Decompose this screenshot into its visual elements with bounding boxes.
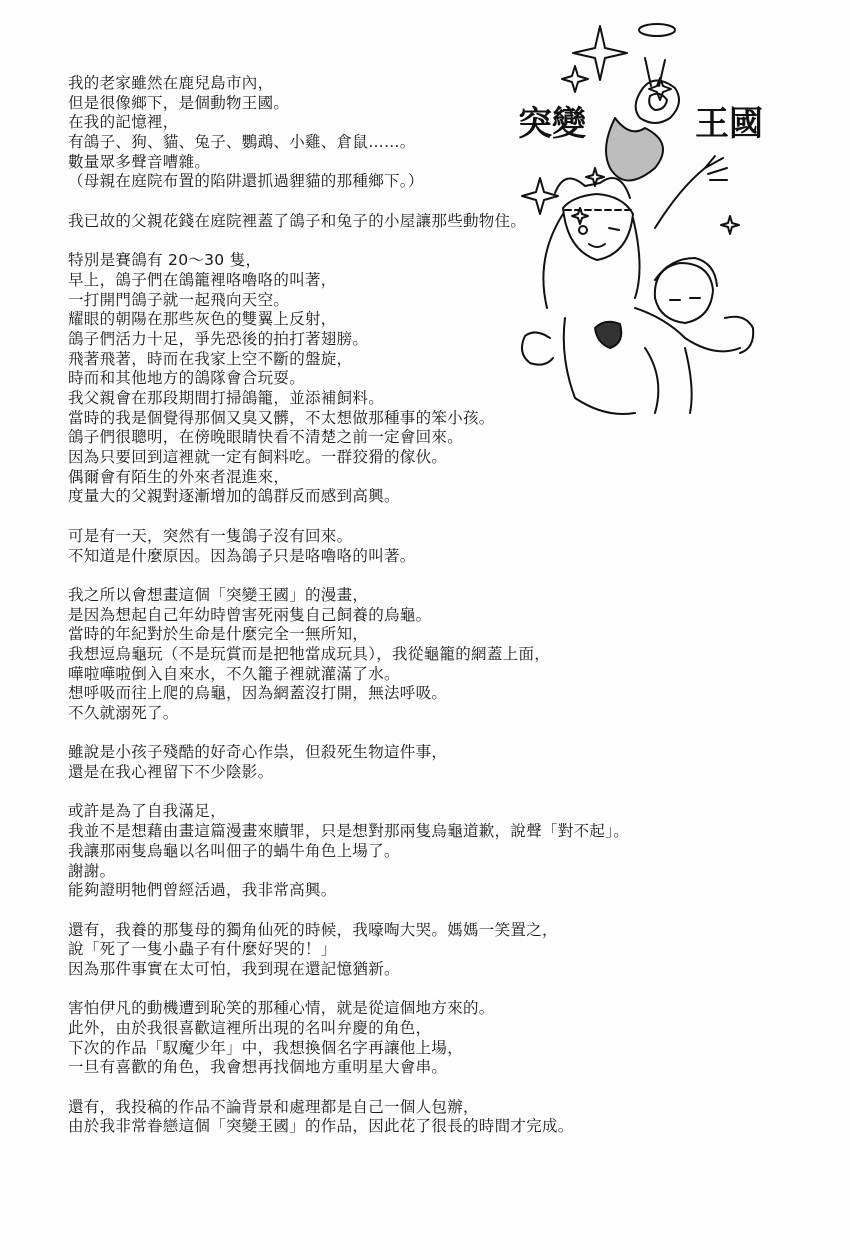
paragraph-8: [68, 921, 668, 980]
text-line: 雖說是小孩子殘酷的好奇心作祟，但殺死生物這件事，: [68, 743, 448, 762]
text-line: 我父親會在那段期間打掃鴿籠，並添補飼料。: [68, 389, 385, 407]
paragraph-2: [68, 212, 668, 232]
text-line: 但是很像鄉下，是個動物王國。: [68, 93, 290, 112]
sparkle-icon: [721, 216, 739, 234]
paragraph-7: [68, 802, 668, 900]
text-line: 當時的年紀對於生命是什麼完全一無所知，: [68, 625, 369, 644]
text-line: 數量眾多聲音嘈雜。: [68, 152, 211, 171]
text-line: 可是有一天，突然有一隻鴿子沒有回來。: [68, 526, 353, 545]
text-line: 時而和其他地方的鴿隊會合玩耍。: [68, 369, 306, 388]
text-line: 我並不是想藉由畫這篇漫畫來贖罪，只是想對那兩隻烏龜道歉，說聲「對不起」。: [68, 822, 630, 841]
text-line: 在我的記憶裡，: [68, 113, 179, 132]
text-line: 我的老家雖然在鹿兒島市內，: [68, 74, 274, 92]
text-line: 此外，由於我很喜歡這裡所出現的名叫弁慶的角色，: [68, 1019, 432, 1037]
text-line: 耀眼的朝陽在那些灰色的雙翼上反射，: [68, 310, 337, 329]
text-line: 我之所以會想畫這個「突變王國」的漫畫，: [68, 585, 369, 604]
text-line: 想呼吸而往上爬的烏龜，因為網蓋沒打開，無法呼吸。: [68, 684, 448, 703]
text-line: 嘩啦嘩啦倒入自來水，不久籠子裡就灌滿了水。: [68, 664, 400, 683]
paragraph-1: [68, 74, 668, 192]
text-line: 由於我非常眷戀這個「突變王國」的作品，因此花了很長的時間才完成。: [68, 1117, 574, 1136]
text-line: 能夠證明牠們曾經活過，我非常高興。: [68, 881, 337, 900]
text-line: 因為只要回到這裡就一定有飼料吃。一群狡猾的傢伙。: [68, 448, 448, 467]
text-line: 飛著飛著，時而在我家上空不斷的盤旋，: [68, 349, 353, 368]
text-line: 早上，鴿子們在鴿籠裡咯嚕咯的叫著，: [68, 270, 337, 289]
text-line: 我已故的父親花錢在庭院裡蓋了鴿子和兔子的小屋讓那些動物住。: [68, 211, 527, 230]
text-line: 鴿子們活力十足，爭先恐後的拍打著翅膀。: [68, 329, 369, 348]
text-line: 是因為想起自己年幼時曾害死兩隻自己飼養的烏龜。: [68, 605, 432, 624]
text-line: 特別是賽鴿有 20～30 隻，: [68, 251, 262, 270]
text-line: 因為那件事實在太可怕，我到現在還記憶猶新。: [68, 959, 400, 978]
text-line: 我讓那兩隻烏龜以名叫佃子的蝸牛角色上場了。: [68, 841, 400, 860]
text-line: 還有，我養的那隻母的獨角仙死的時候，我嚎啕大哭。媽媽一笑置之，: [68, 920, 558, 939]
text-line: 一打開門鴿子就一起飛向天空。: [68, 290, 290, 309]
title-logo-left: 突變: [518, 104, 586, 144]
text-line: 鴿子們很聰明，在傍晚眼睛快看不清楚之前一定會回來。: [68, 428, 464, 447]
text-line: 還是在我心裡留下不少陰影。: [68, 763, 274, 782]
text-line: 度量大的父親對逐漸增加的鴿群反而感到高興。: [68, 487, 400, 506]
paragraph-3: [68, 251, 668, 507]
paragraph-4: [68, 527, 668, 566]
text-line: 害怕伊凡的動機遭到恥笑的那種心情，就是從這個地方來的。: [68, 999, 495, 1018]
text-line: 下次的作品「馭魔少年」中，我想換個名字再讓他上場，: [68, 1038, 464, 1057]
text-line: 有鴿子、狗、貓、兔子、鸚鵡、小雞、倉鼠……。: [68, 133, 416, 152]
paragraph-5: [68, 586, 668, 724]
text-line: （母親在庭院布置的陷阱還抓過貍貓的那種鄉下。）: [68, 172, 424, 191]
paragraph-10: [68, 1098, 668, 1137]
text-line: 當時的我是個覺得那個又臭又髒，不太想做那種事的笨小孩。: [68, 408, 495, 427]
text-line: 還有，我投稿的作品不論背景和處理都是自己一個人包辦，: [68, 1097, 479, 1116]
text-line: 謝謝。: [68, 861, 116, 880]
text-line: 偶爾會有陌生的外來者混進來，: [68, 467, 290, 486]
afterword-text: [68, 74, 668, 1137]
paragraph-9: [68, 999, 668, 1078]
text-line: 我想逗烏龜玩（不是玩賞而是把牠當成玩具），我從龜籠的網蓋上面，: [68, 644, 551, 663]
paragraph-6: [68, 743, 668, 782]
text-line: 一旦有喜歡的角色，我會想再找個地方重明星大會串。: [68, 1058, 448, 1077]
sparkle-icon: [573, 26, 627, 80]
text-line: 或許是為了自我滿足，: [68, 802, 227, 821]
text-line: 不久就溺死了。: [68, 704, 179, 722]
text-line: 不知道是什麼原因。因為鴿子只是咯嚕咯的叫著。: [68, 546, 416, 565]
text-line: 說「死了一隻小蟲子有什麼好哭的！」: [68, 940, 337, 959]
title-logo-right: 王國: [695, 104, 763, 144]
